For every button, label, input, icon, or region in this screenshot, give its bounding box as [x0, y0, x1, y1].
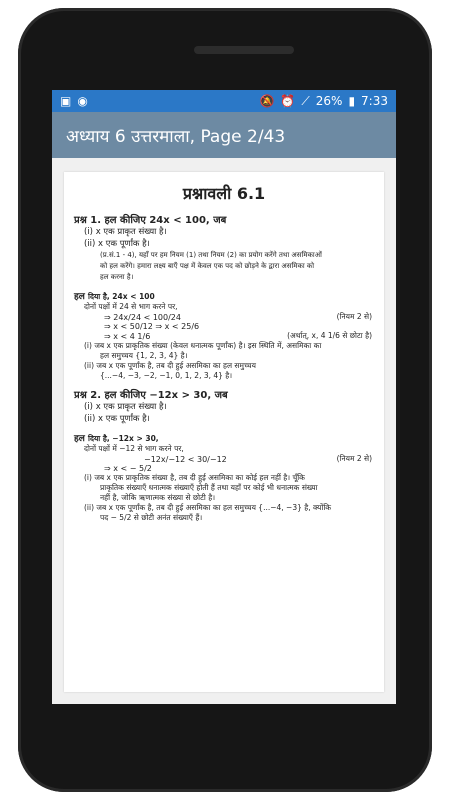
q2-hal: [74, 431, 384, 444]
q2-hal-line: दिया है, −12x > 30,: [88, 434, 159, 443]
q1-title: प्रश्न 1. हल कीजिए 24x < 100, जब: [74, 215, 227, 226]
q1-hal-line: दिया है, 24x < 100: [88, 292, 155, 301]
q2-part-i-b: प्राकृतिक संख्याएँ धनात्मक संख्याएँ होती हैं तथा यहाँ पर कोई भी धनात्मक संख्या: [100, 483, 318, 492]
q1-part-ii: (ii) जब x एक पूर्णांक है, तब दी हुई असमिका का हल समुच्चय: [84, 361, 256, 370]
q1-step1: ⇒ 24x/24 < 100/24: [104, 312, 181, 322]
q2-step2: ⇒ x < − 5/2: [104, 464, 152, 473]
q1-part-ii-set: {...−4, −3, −2, −1, 0, 1, 2, 3, 4} है।: [100, 371, 233, 380]
q1-step2-row: [104, 322, 384, 331]
alarm-icon: ⏰: [280, 94, 296, 108]
q2-title: प्रश्न 2. हल कीजिए −12x > 30, जब: [74, 390, 228, 401]
signal-off-icon: ⟋: [301, 93, 310, 108]
page-heading: प्रश्नावली 6.1: [182, 184, 266, 203]
q1-rule1: (नियम 2 से): [336, 312, 372, 321]
q1-sub1: (i) x एक प्राकृत संख्या है।: [84, 227, 167, 237]
q1-step3-row: [104, 331, 384, 341]
q2-sub2: (ii) x एक पूर्णांक है।: [84, 414, 150, 424]
q1-sub2: (ii) x एक पूर्णांक है।: [84, 239, 150, 249]
q2-hal-label: हल: [74, 434, 85, 444]
q1-hal-label: हल: [74, 292, 85, 302]
q1-note3: हल करना है।: [100, 273, 134, 281]
q2-part-i: (i) जब x एक प्राकृतिक संख्या है, तब दी हुई असमिका का कोई हल नहीं है। चूँकि: [84, 473, 305, 482]
app-title: अध्याय 6 उत्तरमाला, Page 2/43: [66, 126, 286, 147]
q1-note1: (प्र.सं.1 - 4), यहाँ पर हम नियम (1) तथा नियम (2) का प्रयोग करेंगे तथा असमिकाओं: [100, 251, 322, 259]
earpiece: [194, 46, 294, 54]
circle-icon: ◉: [77, 94, 88, 108]
q1-hal: [74, 289, 384, 302]
q2-rule1: (नियम 2 से): [336, 454, 372, 463]
image-icon: ▣: [60, 94, 72, 108]
q1-step2: ⇒ x < 50/12 ⇒ x < 25/6: [104, 322, 200, 331]
q2-part-i-c: नहीं है, जोकि ऋणात्मक संख्या से छोटी है।: [100, 493, 216, 502]
q1-note2: को हल करेंगे। हमारा लक्ष्य बाएँ पक्ष में केवल एक पद को छोड़ने के द्वारा असमिका को: [100, 262, 315, 270]
status-bar: [52, 90, 396, 112]
q1-part-i: (i) जब x एक प्राकृतिक संख्या (केवल धनात्मक पूर्णांक) है। इस स्थिति में, असमिका का: [84, 341, 322, 350]
mute-icon: 🔕: [259, 94, 275, 108]
q1-step1-row: [104, 312, 384, 322]
document-page: [64, 172, 384, 692]
q2-part-ii-b: पद − 5/2 से छोटी अनंत संख्याएँ हैं।: [100, 513, 203, 522]
q1-part-i-b: हल समुच्चय {1, 2, 3, 4} है।: [100, 351, 188, 360]
q2-divide-line: दोनों पक्षों में −12 से भाग करने पर,: [84, 444, 184, 453]
q1-divide-line: दोनों पक्षों में 24 से भाग करने पर,: [84, 302, 178, 311]
screen: [52, 90, 396, 704]
q2-step2-row: [104, 464, 384, 473]
q2-sub1: (i) x एक प्राकृत संख्या है।: [84, 402, 167, 412]
status-time: 7:33: [361, 94, 388, 108]
battery-icon: ▮: [348, 94, 356, 108]
app-bar: [52, 112, 396, 158]
q2-step1: −12x/−12 < 30/−12: [144, 454, 227, 464]
q1-step3-note: (अर्थात्, x, 4 1/6 से छोटा है): [287, 331, 372, 340]
q2-part-ii: (ii) जब x एक पूर्णांक है, तब दी हुई असमिका का हल समुच्चय {...−4, −3} है, क्योंकि: [84, 503, 332, 512]
q1-step3: ⇒ x < 4 1/6: [104, 331, 151, 341]
battery-percent: 26%: [315, 94, 343, 108]
q2-step1-row: [104, 454, 384, 464]
